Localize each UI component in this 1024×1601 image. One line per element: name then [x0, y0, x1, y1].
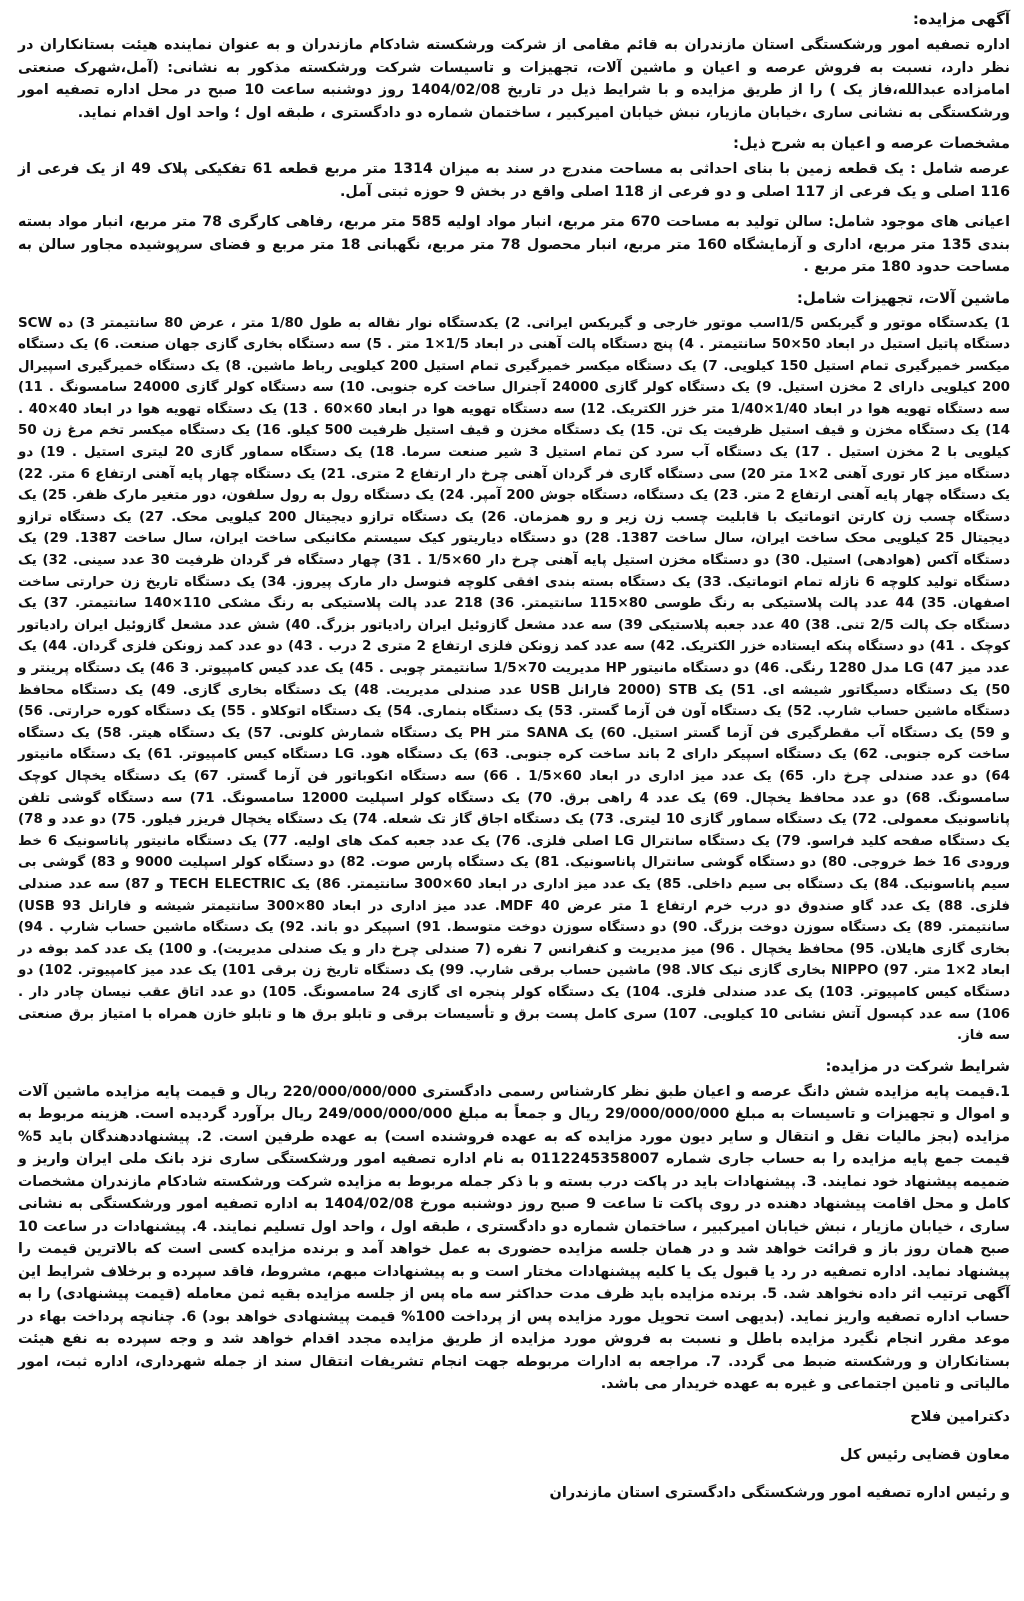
conditions-text: 1.قیمت پایه مزایده شش دانگ عرصه و اعیان طبق نظر کارشناس رسمی دادگستری 220/000/000/000 ریال و قیمت پایه مزایده ماشین آلات و اموال و تجهیزات و تاسیسات به مبلغ 29/000/000/000 ریال و جمعاً به مبلغ 249/000/000/000 ریال برآورد گردیده است. هزینه مربوط به مزایده (بجز مالیات نقل و انتقال و سایر دیون مورد مزایده که به عهده فروشنده است) به عهده طرفین است. 2. پیشنهاددهندگان باید 5% قیمت جمع پایه مزایده را به حساب جاری شماره 0112245358007 به نام اداره تصفیه امور ورشکستگی ساری نزد بانک ملی ایران واریز و ضمیمه پیشنهاد خود نمایند. 3. پیشنهادات باید در پاکت درب بسته و با ذکر جمله مربوط به مزایده شرکت ورشکسته شادکام مازندران مشخصات کامل و محل اقامت پیشنهاد دهنده در روی پاکت تا ساعت 9 صبح روز دوشنبه مورخ 1404/02/08 به اداره تصفیه امور ورشکستگی به نشانی ساری ، خیابان مازیار ، نبش خیابان امیرکبیر ، ساختمان شماره دو دادگستری ، طبقه اول ، واحد اول تسلیم نمایند. 4. پیشنهادات در ساعت 10 صبح همان روز باز و قرائت خواهد شد و در همان جلسه مزایده حضوری به عمل خواهد آمد و برنده مزایده کسی است که بالاترین قیمت را پیشنهاد نماید. اداره تصفیه در رد یا قبول یک یا کلیه پیشنهادات مختار است و به پیشنهادات مبهم، مشروط، فاقد سپرده و برخلاف شرایط این آگهی ترتیب اثر داده نخواهد شد. 5. برنده مزایده باید ظرف مدت حداکثر سه ماه پس از جلسه مزایده بقیه ثمن معامله (قیمت پیشنهادی) را به حساب اداره تصفیه واریز نماید. (بدیهی است تحویل مورد مزایده پس از پرداخت 100% قیمت پیشنهادی خواهد بود) 6. چنانچه پرداخت بهاء در موعد مقرر انجام نگیرد مزایده باطل و نسبت به فروش مورد مزایده از طریق مزایده مجدد اقدام خواهد شد و وجه سپرده به نفع هیئت بستانکاران و ورشکسته ضبط می گردد. 7. مراجعه به ادارات مربوطه جهت انجام تشریفات انتقال سند از جمله شهرداری، اداره ثبت، امور مالیاتی و تامین اجتماعی و غیره به عهده خریدار می باشد. — [18, 1083, 1010, 1393]
machinery-title: ماشین آلات، تجهیزات شامل: — [796, 288, 1010, 307]
signature-block — [18, 1406, 1010, 1504]
signatory-role: معاون قضایی رئیس کل — [839, 1446, 1010, 1463]
signatory-organization: و رئیس اداره تصفیه امور ورشکستگی دادگستری استان مازندران — [549, 1484, 1010, 1501]
conditions-title: شرایط شرکت در مزایده: — [825, 1056, 1010, 1075]
notice-title: آگهی مزایده: — [912, 10, 1010, 28]
specs-buildings: اعیانی های موجود شامل: سالن تولید به مساحت 670 متر مربع، انبار مواد اولیه 585 متر مربع، رفاهی کارگری 78 متر مربع، انبار مواد بسته بندی 135 متر مربع، اداری و آزمایشگاه 160 متر مربع، انبار محصول 78 متر مربع، نگهبانی 18 متر مربع و فضای سرپوشیده مجاور سالن به مساحت حدود 180 متر مربع . — [18, 214, 1010, 275]
specs-title: مشخصات عرصه و اعیان به شرح ذیل: — [733, 134, 1010, 152]
specs-land: عرصه شامل : یک قطعه زمین با بنای احداثی به مساحت مندرج در سند به میزان 1314 متر مربع قطعه 61 تفکیکی پلاک 49 از یک فرعی از 116 اصلی و یک فرعی از 117 اصلی و دو فرعی از 118 اصلی واقع در بخش 9 حوزه ثبتی آمل. — [18, 161, 1011, 200]
signatory-name: دکترامین فلاح — [910, 1408, 1010, 1425]
machinery-items: 1) یکدستگاه موتور و گیربکس 1/5اسب موتور خارجی و گیربکس ایرانی. 2) یکدستگاه نوار نقاله به طول 1/80 متر ، عرض 80 سانتیمتر 3) ده SCW دستگاه پاتیل استیل در ابعاد 50×50 سانتیمتر . 4) پنج دستگاه پالت آهنی در ابعاد 1/5×1 متر . 5) سه دستگاه بخاری گازی جهان صنعت. 6) یک دستگاه میکسر خمیرگیری تمام استیل 150 کیلویی. 7) یک دستگاه میکسر خمیرگیری تمام استیل 200 کیلویی رباط ماشین. 8) یک دستگاه خمیرگیری اسپیرال 200 کیلویی دارای 2 مخزن استیل. 9) یک دستگاه کولر گازی 24000 آجنرال ساخت کره جنوبی. 10) سه دستگاه کولر گازی 24000 سامسونگ . 11) سه دستگاه تهویه هوا در ابعاد 1/40×1/40 متر خزر الکتریک. 12) سه دستگاه تهویه هوا در ابعاد 60×60 . 13) یک دستگاه تهویه هوا در ابعاد 40×40 . 14) یک دستگاه مخزن و قیف استیل ظرفیت یک تن. 15) یک دستگاه مخزن و قیف استیل ظرفیت 500 کیلو. 16) یک دستگاه میکسر تخم مرغ زن 50 کیلویی با 2 مخزن استیل . 17) یک دستگاه آب سرد کن تمام استیل 3 شیر صنعت سرما. 18) یک دستگاه سماور گازی 20 لیتری استیل . 19) دو دستگاه میز کار توری آهنی 2×1 متر 20) سی دستگاه گاری فر گردان آهنی چرخ دار ارتفاع 2 متری. 21) یک دستگاه چهار پایه آهنی ارتفاع 6 متر. 22) یک دستگاه چهار پایه آهنی ارتفاع 2 متر. 23) یک دستگاه، دستگاه جوش 200 آمپر. 24) یک دستگاه رول به رول سلفون، دور متغیر مارک ظفر. 25) یک دستگاه چسب زن کارتن اتوماتیک با قابلیت چسب زن زیر و رو همزمان. 26) یک دستگاه ترازو دیجیتال 200 کیلویی محک. 27) یک دستگاه ترازو دیجیتال 25 کیلویی محک ساخت ایران، سال ساخت 1387. 28) دو دستگاه دیاریتور کیک سیستم مکانیکی ساخت ایران، سال ساخت 1387. 29) یک دستگاه آکس (هوادهی) استیل. 30) دو دستگاه مخزن استیل پایه آهنی چرخ دار 60×1/5 . 31) چهار دستگاه فر گردان ظرفیت 30 عدد سینی. 32) یک دستگاه تولید کلوچه 6 نازله تمام اتوماتیک. 33) یک دستگاه بسته بندی افقی کلوچه فنوسل دار مارک پیروز. 34) یک دستگاه تاریخ زن حرارتی ساخت اصفهان. 35) 44 عدد پالت پلاستیکی به رنگ طوسی 80×115 سانتیمتر. 36) 218 عدد پالت پلاستیکی به رنگ مشکی 110×140 سانتیمتر. 37) یک دستگاه جک پالت 2/5 تنی. 38) 40 عدد جعبه پلاستیکی 39) سه عدد مشعل گازوئیل ایران رادیاتور بزرگ. 40) شش عدد مشعل گازوئیل ایران رادیاتور کوچک . 41) دو دستگاه پنکه ایستاده خزر الکتریک. 42) سه عدد کمد زونکن فلزی ارتفاع 2 متری 2 درب . 43) دو عدد کمد زونکن فلزی گردان. 44) یک عدد میز 47) LG مدل 1280 رنگی. 46) دو دستگاه مانیتور HP مدیریت 70×1/5 سانتیمتر چوبی . 45) یک عدد کیس کامپیوتر. 3 46) یک دستگاه پرینتر و 50) یک دستگاه دسیگاتور شیشه ای. 51) یک STB (2000 فارانل USB عدد صندلی مدیریت. 48) یک دستگاه بخاری گازی. 49) یک دستگاه محافظ دستگاه ماشین حساب شارپ. 52) یک دستگاه آون فن آزما گستر. 53) یک دستگاه بنماری. 54) یک دستگاه اتوکلاو . 55) یک دستگاه کوره حرارتی. 56) و 59) یک دستگاه آب مقطرگیری فن آزما گستر استیل. 60) یک SANA متر PH یک دستگاه شمارش کلونی. 57) یک دستگاه هیتر. 58) یک دستگاه ساخت کره جنوبی. 62) یک دستگاه اسپیکر دارای 2 باند ساخت کره جنوبی. 63) یک دستگاه هود. LG دستگاه کیس کامپیوتر. 61) یک دستگاه مانیتور 64) دو عدد صندلی چرخ دار. 65) یک عدد میز اداری در ابعاد 60×1/5 . 66) سه دستگاه انکوباتور فن آزما گستر. 67) یک دستگاه یخچال کوچک سامسونگ. 68) دو عدد محافظ یخچال. 69) یک عدد 4 راهی برق. 70) یک دستگاه کولر اسپلیت 12000 سامسونگ. 71) سه دستگاه گوشی تلفن پاناسونیک معمولی. 72) یک دستگاه سماور گازی 10 لیتری. 73) یک دستگاه اجاق گاز تک شعله. 74) یک دستگاه یخچال فریزر فیلور. 75) دو عدد و 78) یک دستگاه صفحه کلید فراسو. 79) یک دستگاه سانترال LG اصلی فلزی. 76) یک عدد جعبه کمک های اولیه. 77) یک دستگاه مانیتور پاناسونیک 6 خط ورودی 16 خط خروجی. 80) دو دستگاه گوشی سانترال پاناسونیک. 81) یک دستگاه پارس صوت. 82) دو دستگاه کولر اسپلیت 9000 و 83) گوشی بی سیم پاناسونیک. 84) یک دستگاه بی سیم داخلی. 85) یک عدد میز اداری در ابعاد 60×300 سانتیمتر. 86) یک TECH ELECTRIC و 87) سه عدد صندلی فلزی. 88) یک عدد گاو صندوق دو درب خرم ارتفاع 1 متر عرض 40 MDF. عدد میز اداری در ابعاد 80×300 سانتیمتر شیشه و فارانل USB 93) سانتیمتر. 89) یک دستگاه سوزن دوخت بزرگ. 90) دو دستگاه سوزن دوخت متوسط. 91) اسپیکر دو باند. 92) یک دستگاه ماشین حساب شارپ . 94) بخاری گازی هایلان. 95) محافظ یخچال . 96) میز مدیریت و کنفرانس 7 نفره (7 صندلی چرخ دار و یک صندلی مدیریت). و 100) یک عدد کمد بوفه در ابعاد 2×1 متر. 97) NIPPO بخاری گازی نیک کالا. 98) ماشین حساب برقی شارپ. 99) یک دستگاه تاریخ زن برقی 101) یک عدد میز کامپیوتر. 102) دو دستگاه کیس کامپیوتر. 103) یک عدد صندلی فلزی. 104) یک دستگاه کولر پنجره ای گازی 24 سامسونگ. 105) دو عدد اتاق عقب نیسان چادر دار . 106) سه عدد کپسول آتش نشانی 10 کیلویی. 107) سری کامل پست برق و تأسیسات برقی و تابلو برق ها و تابلو خازن همراه با امتیاز برق صنعتی سه فاز. — [18, 315, 1011, 1044]
notice-intro: اداره تصفیه امور ورشکستگی استان مازندران به قائم مقامی از شرکت ورشکسته شادکام مازندران و به عنوان نماینده هیئت بستانکاران در نظر دارد، نسبت به فروش عرصه و اعیان و ماشین آلات، تجهیزات و تاسیسات شرکت ورشکسته مذکور به نشانی: (آمل،شهرک صنعتی امامزاده عبدالله،فاز یک ) را از طریق مزایده و با شرایط ذیل در تاریخ 1404/02/08 روز دوشنبه ساعت 10 صبح در محل اداره تصفیه امور ورشکستگی به نشانی ساری ،خیابان مازیار، نبش خیابان امیرکبیر ، ساختمان شماره دو دادگستری ، طبقه اول ؛ واحد اول اقدام نماید. — [18, 37, 1011, 121]
